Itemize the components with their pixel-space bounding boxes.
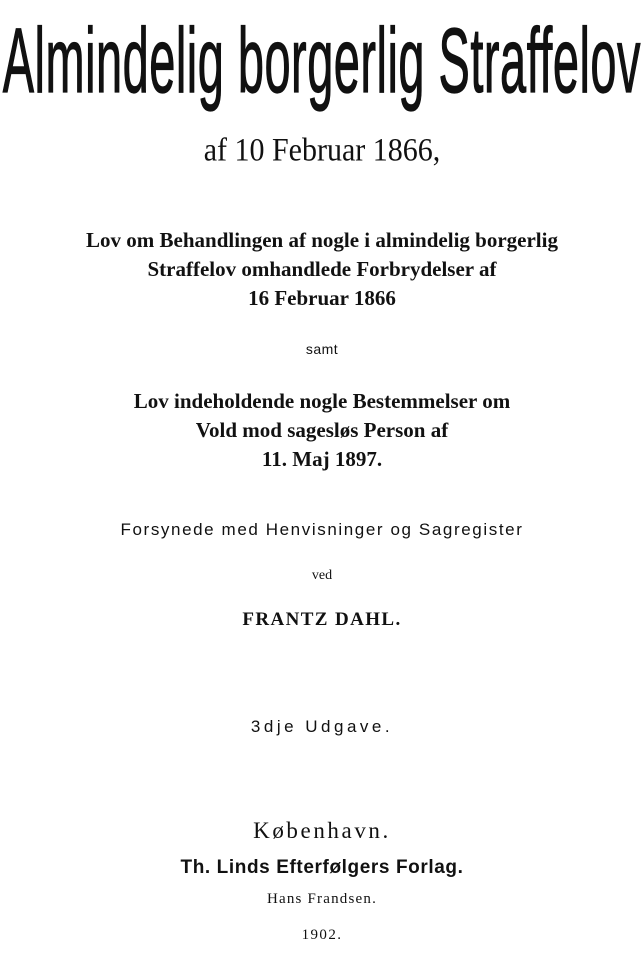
author-name: FRANTZ DAHL. [242, 609, 402, 630]
publication-year: 1902. [301, 927, 343, 943]
by-label: ved [311, 568, 333, 583]
book-title [0, 8, 644, 112]
book-title-text: Almindelig borgerlig Straffelov [2, 8, 642, 112]
first-law-description [0, 226, 644, 313]
second-law-line-3: 11. Maj 1897. [261, 447, 383, 471]
publication-place: København. [253, 818, 391, 843]
second-law-description [0, 387, 644, 474]
annotation-note: Forsynede med Henvisninger og Sagregister [120, 520, 524, 539]
first-law-line-2: Straffelov omhandlede Forbrydelser af [147, 257, 497, 281]
first-law-line-3: 16 Februar 1866 [248, 286, 396, 310]
printer-name: Hans Frandsen. [266, 891, 378, 907]
law-date-subtitle-text: af 10 Februar 1866, [203, 132, 441, 169]
second-law-line-1: Lov indeholdende nogle Bestemmelser om [133, 389, 511, 413]
publisher-name: Th. Linds Efterfølgers Forlag. [180, 857, 464, 878]
second-law-line-2: Vold mod sagesløs Person af [195, 418, 449, 442]
edition-label: 3dje Udgave. [250, 717, 394, 736]
conjunction-text: samt [305, 341, 339, 357]
law-date-subtitle [0, 133, 644, 169]
first-law-line-1: Lov om Behandlingen af nogle i almindelig borgerlig [86, 228, 558, 252]
